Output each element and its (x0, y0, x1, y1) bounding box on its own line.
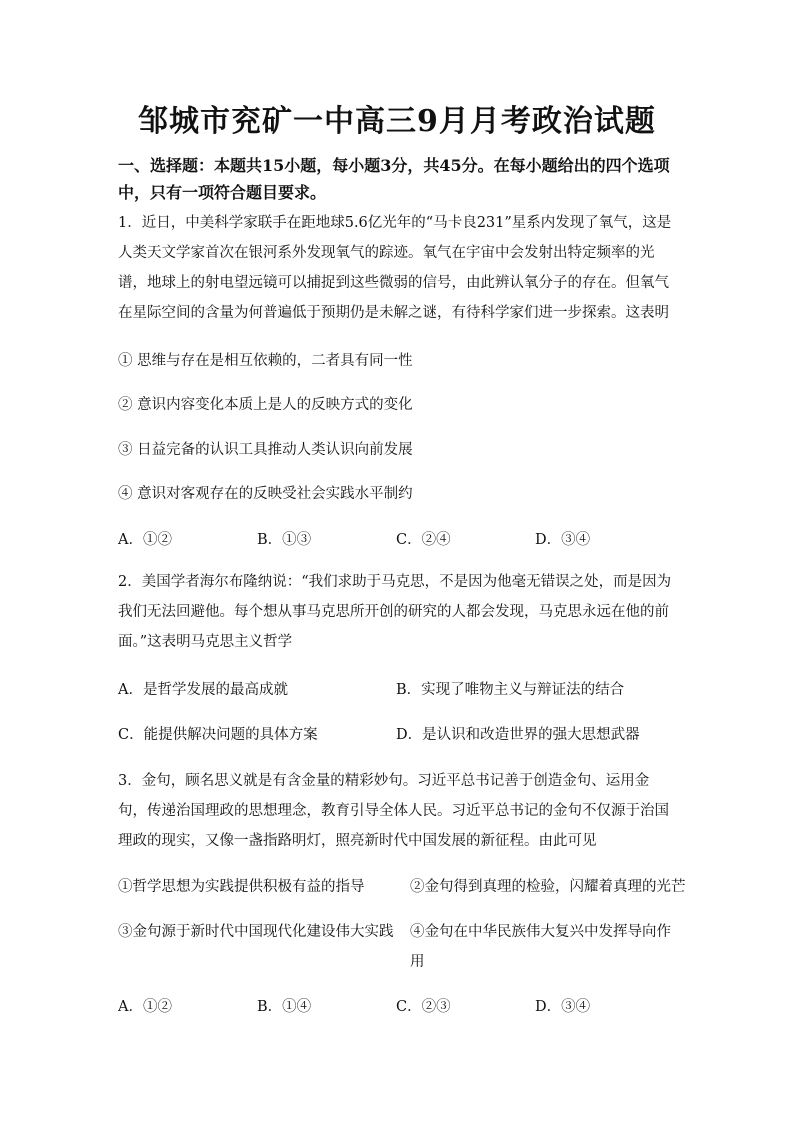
question-2-stem: 2．美国学者海尔布隆纳说：“我们求助于马克思，不是因为他毫无错误之处，而是因为我们无法回避他。每个想从事马克思所开创的研究的人都会发现，马克思永远在他的前面。”这表明马克思主义哲学 (118, 574, 672, 650)
q2-option-c[interactable]: C．能提供解决问题的具体方案 (118, 727, 318, 743)
q3-option-b[interactable]: B．①④ (257, 999, 312, 1015)
q2-option-d[interactable]: D．是认识和改造世界的强大思想武器 (396, 727, 640, 743)
q3-item-3: ③金句源于新时代中国现代化建设伟大实践 (118, 924, 394, 940)
q2-option-a[interactable]: A．是哲学发展的最高成就 (118, 682, 288, 698)
section-heading: 一、选择题：本题共15小题，每小题3分，共45分。在每小题给出的四个选项中，只有一项符合题目要求。 (118, 156, 670, 202)
q3-option-c[interactable]: C．②③ (396, 999, 451, 1015)
q1-option-b[interactable]: B．①③ (257, 532, 312, 548)
q1-item-3: ③ 日益完备的认识工具推动人类认识向前发展 (118, 442, 413, 458)
q3-option-a[interactable]: A．①② (118, 999, 172, 1015)
q3-option-d[interactable]: D．③④ (535, 999, 591, 1015)
q1-item-1: ① 思维与存在是相互依赖的，二者具有同一性 (118, 353, 413, 369)
q3-item-1: ①哲学思想为实践提供积极有益的指导 (118, 879, 365, 895)
question-3-stem: 3．金句，顾名思义就是有含金量的精彩妙句。习近平总书记善于创造金句、运用金句，传递治国理政的思想理念，教育引导全体人民。习近平总书记的金句不仅源于治国理政的现实，又像一盏指路明灯，照亮新时代中国发展的新征程。由此可见 (118, 773, 669, 849)
q3-item-4: ④金句在中华民族伟大复兴中发挥导向作用 (410, 924, 671, 970)
q2-option-b[interactable]: B．实现了唯物主义与辩证法的结合 (396, 682, 625, 698)
page-title: 邹城市兖矿一中高三9月月考政治试题 (138, 104, 656, 139)
q1-option-c[interactable]: C．②④ (396, 532, 451, 548)
q1-item-4: ④ 意识对客观存在的反映受社会实践水平制约 (118, 486, 413, 502)
q1-option-d[interactable]: D．③④ (535, 532, 591, 548)
q1-option-a[interactable]: A．①② (118, 532, 172, 548)
q1-item-2: ② 意识内容变化本质上是人的反映方式的变化 (118, 397, 413, 413)
question-1-stem: 1．近日，中美科学家联手在距地球5.6亿光年的“马卡良231”星系内发现了氧气，这是人类天文学家首次在银河系外发现氧气的踪迹。氧气在宇宙中会发射出特定频率的光谱，地球上的射电望远镜可以捕捉到这些微弱的信号，由此辨认氧分子的存在。但氧气在星际空间的含量为何普遍低于预期仍是未解之谜，有待科学家们进一步探索。这表明 (118, 215, 672, 321)
q3-item-2: ②金句得到真理的检验，闪耀着真理的光芒 (410, 879, 686, 895)
